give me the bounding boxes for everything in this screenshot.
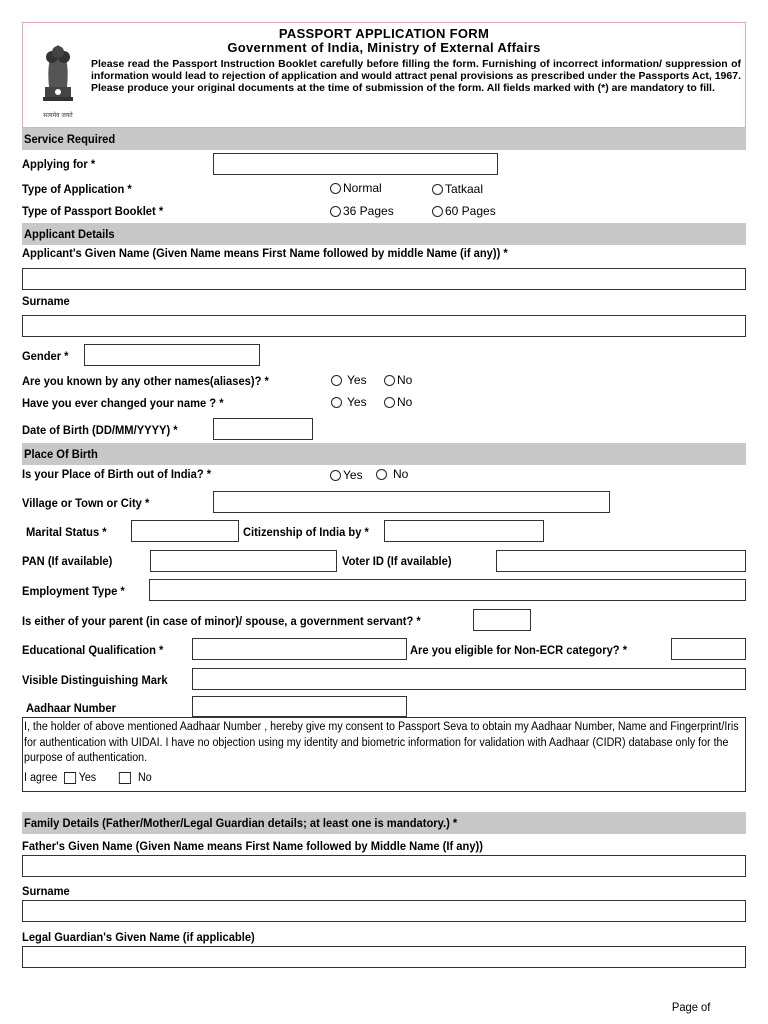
page-footer: Page of <box>671 1000 710 1014</box>
citizenship-field[interactable] <box>384 520 544 542</box>
form-title: PASSPORT APPLICATION FORM <box>278 26 490 41</box>
changed-name-label: Have you ever changed your name ? * <box>22 396 224 410</box>
radio-icon[interactable] <box>330 183 341 194</box>
birth-out-yes[interactable]: Yes <box>330 468 363 482</box>
guardian-name-label: Legal Guardian's Given Name (if applicable) <box>22 930 255 944</box>
form-subtitle: Government of India, Ministry of External Affairs <box>227 40 541 55</box>
distinguishing-mark-label: Visible Distinguishing Mark <box>22 673 168 687</box>
father-surname-label: Surname <box>22 884 70 898</box>
applying-for-label: Applying for * <box>22 157 96 171</box>
education-field[interactable] <box>192 638 407 660</box>
govt-servant-field[interactable] <box>473 609 531 631</box>
pan-label: PAN (If available) <box>22 554 113 568</box>
non-ecr-field[interactable] <box>671 638 746 660</box>
option-36-pages[interactable]: 36 Pages <box>330 204 394 218</box>
education-label: Educational Qualification * <box>22 643 164 657</box>
option-60-pages[interactable]: 60 Pages <box>432 204 496 218</box>
father-surname-field[interactable] <box>22 900 746 922</box>
pan-field[interactable] <box>150 550 337 572</box>
booklet-type-label: Type of Passport Booklet * <box>22 204 164 218</box>
radio-icon[interactable] <box>432 206 443 217</box>
village-label: Village or Town or City * <box>22 496 150 510</box>
emblem-caption: सत्यमेव जयते <box>43 112 73 119</box>
application-type-label: Type of Application * <box>22 182 132 196</box>
voter-id-label: Voter ID (If available) <box>342 554 452 568</box>
voter-id-field[interactable] <box>496 550 746 572</box>
radio-icon[interactable] <box>330 470 341 481</box>
aadhaar-label: Aadhaar Number <box>26 701 116 715</box>
radio-icon[interactable] <box>384 375 395 386</box>
employment-type-field[interactable] <box>149 579 746 601</box>
father-given-name-label: Father's Given Name (Given Name means First Name followed by Middle Name (If any)) <box>22 839 483 853</box>
distinguishing-mark-field[interactable] <box>192 668 746 690</box>
section-service-required: Service Required <box>22 128 746 150</box>
form-header <box>22 22 746 128</box>
aliases-no[interactable]: No <box>384 373 412 387</box>
given-name-field[interactable] <box>22 268 746 290</box>
aliases-label: Are you known by any other names(aliases)? * <box>22 374 269 388</box>
radio-icon[interactable] <box>331 375 342 386</box>
citizenship-label: Citizenship of India by * <box>243 525 369 539</box>
section-applicant-details: Applicant Details <box>22 223 746 245</box>
guardian-name-field[interactable] <box>22 946 746 968</box>
consent-agree-row: I agree Yes No <box>24 771 152 784</box>
aadhaar-consent-box <box>22 717 746 792</box>
form-instructions: Please read the Passport Instruction Booklet carefully before filling the form. Furnishing of incorrect information/ suppression of information would lead to rejection of application and would attract penal provisions as prescribed under the Passports Act, 1967. Please produce your original documents at the time of submission of the form. All fields marked with (*) are mandatory to fill. <box>91 58 741 94</box>
consent-no-checkbox[interactable] <box>118 772 130 784</box>
father-given-name-field[interactable] <box>22 855 746 877</box>
aliases-yes[interactable]: Yes <box>331 373 367 387</box>
birth-out-no[interactable]: No <box>376 467 408 481</box>
changed-name-yes[interactable]: Yes <box>331 395 367 409</box>
consent-yes-checkbox[interactable] <box>64 772 76 784</box>
radio-icon[interactable] <box>330 206 341 217</box>
radio-icon[interactable] <box>376 469 387 480</box>
gender-label: Gender * <box>22 349 69 363</box>
consent-text: I, the holder of above mentioned Aadhaar Number , hereby give my consent to Passport Seva to obtain my Aadhaar Number, Name and Fingerprint/Iris for authentication with UIDAI. I have no objection using my identity and biometric information for validation with Aadhaar (CIDR) database only for the purpose of authentication. I agree Yes No <box>24 720 744 786</box>
radio-icon[interactable] <box>384 397 395 408</box>
option-tatkaal[interactable]: Tatkaal <box>432 182 483 196</box>
radio-icon[interactable] <box>331 397 342 408</box>
surname-field[interactable] <box>22 315 746 337</box>
radio-icon[interactable] <box>432 184 443 195</box>
marital-status-label: Marital Status * <box>26 525 107 539</box>
aadhaar-field[interactable] <box>192 696 407 717</box>
gender-field[interactable] <box>84 344 260 366</box>
dob-label: Date of Birth (DD/MM/YYYY) * <box>22 423 178 437</box>
dob-field[interactable] <box>213 418 313 440</box>
changed-name-no[interactable]: No <box>384 395 412 409</box>
given-name-label: Applicant's Given Name (Given Name means First Name followed by middle Name (if any)) * <box>22 246 508 260</box>
marital-status-field[interactable] <box>131 520 239 542</box>
applying-for-field[interactable] <box>213 153 498 175</box>
birth-out-of-india-label: Is your Place of Birth out of India? * <box>22 467 212 481</box>
option-normal[interactable]: Normal <box>330 181 382 195</box>
non-ecr-label: Are you eligible for Non-ECR category? * <box>410 643 628 657</box>
section-place-of-birth: Place Of Birth <box>22 443 746 465</box>
surname-label: Surname <box>22 294 70 308</box>
govt-servant-label: Is either of your parent (in case of minor)/ spouse, a government servant? * <box>22 614 421 628</box>
section-family-details: Family Details (Father/Mother/Legal Guardian details; at least one is mandatory.) * <box>22 812 746 834</box>
village-field[interactable] <box>213 491 610 513</box>
employment-type-label: Employment Type * <box>22 584 125 598</box>
